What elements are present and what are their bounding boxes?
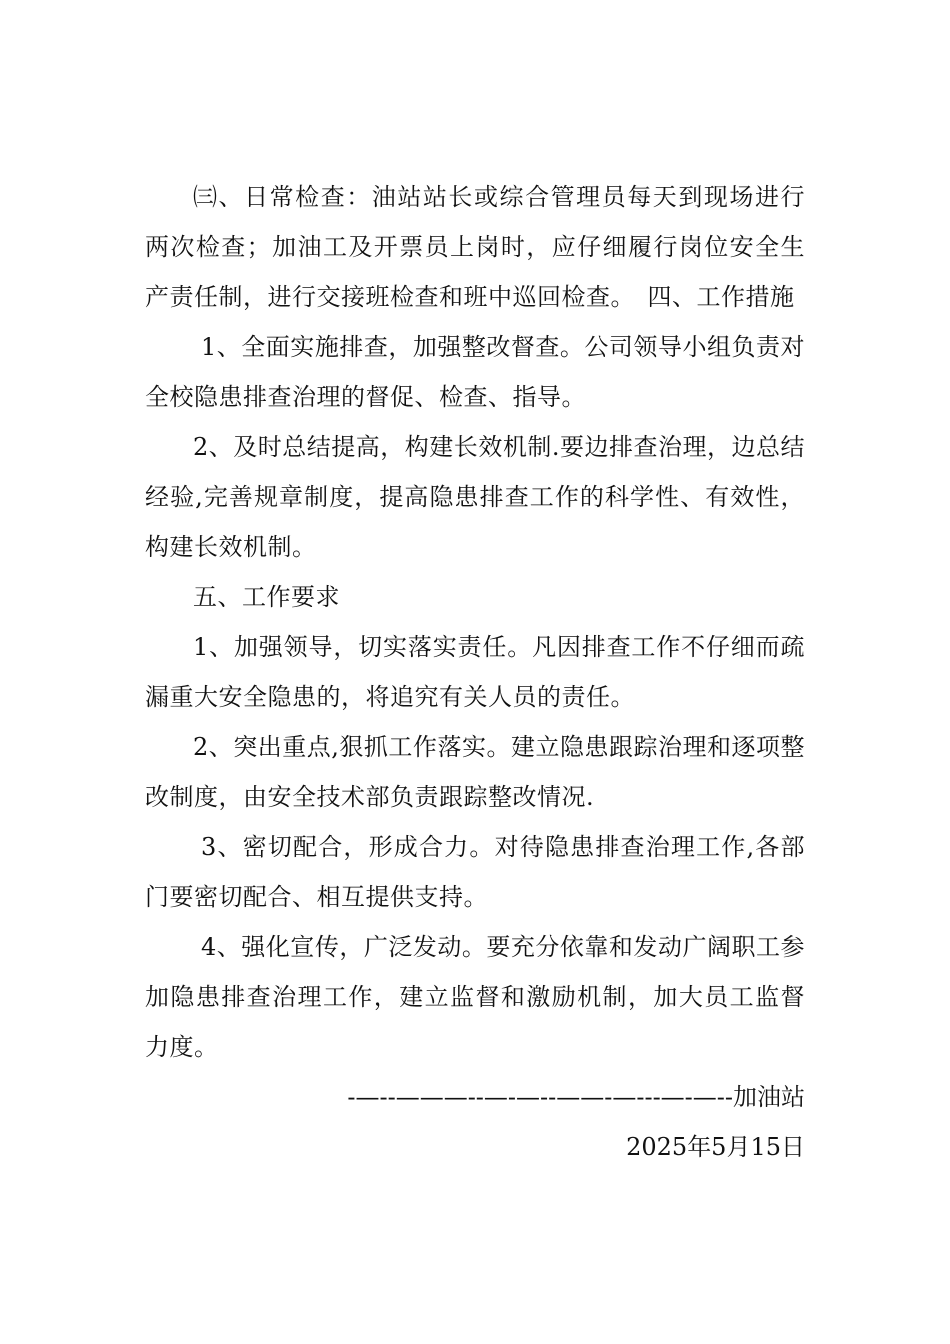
paragraph-daily-check: ㈢、日常检查：油站站长或综合管理员每天到现场进行两次检查；加油工及开票员上岗时，应仔细履行岗位安全生产责任制，进行交接班检查和班中巡回检查。 四、工作措施: [145, 183, 805, 311]
section-heading-requirements: 五、工作要求: [193, 583, 340, 611]
paragraph-measure-2: 2、及时总结提高，构建长效机制.要边排查治理，边总结经验,完善规章制度，提高隐患排查工作的科学性、有效性，构建长效机制。: [145, 433, 805, 561]
paragraph-requirement-3: 3、密切配合，形成合力。对待隐患排查治理工作,各部门要密切配合、相互提供支持。: [145, 833, 805, 911]
signature-line: -—--———--—-—--——-—---—-—--加油站: [347, 1083, 805, 1111]
document-page: [145, 172, 805, 1172]
paragraph-requirement-4: 4、强化宣传，广泛发动。要充分依靠和发动广阔职工参加隐患排查治理工作，建立监督和激励机制，加大员工监督力度。: [145, 933, 805, 1061]
paragraph-measure-1: 1、全面实施排查，加强整改督查。公司领导小组负责对全校隐患排查治理的督促、检查、指导。: [145, 333, 805, 411]
paragraph-requirement-1: 1、加强领导，切实落实责任。凡因排查工作不仔细而疏漏重大安全隐患的，将追究有关人员的责任。: [145, 633, 805, 711]
document-date: 2025年5月15日: [626, 1133, 805, 1161]
paragraph-requirement-2: 2、突出重点,狠抓工作落实。建立隐患跟踪治理和逐项整改制度，由安全技术部负责跟踪整改情况.: [145, 733, 805, 811]
